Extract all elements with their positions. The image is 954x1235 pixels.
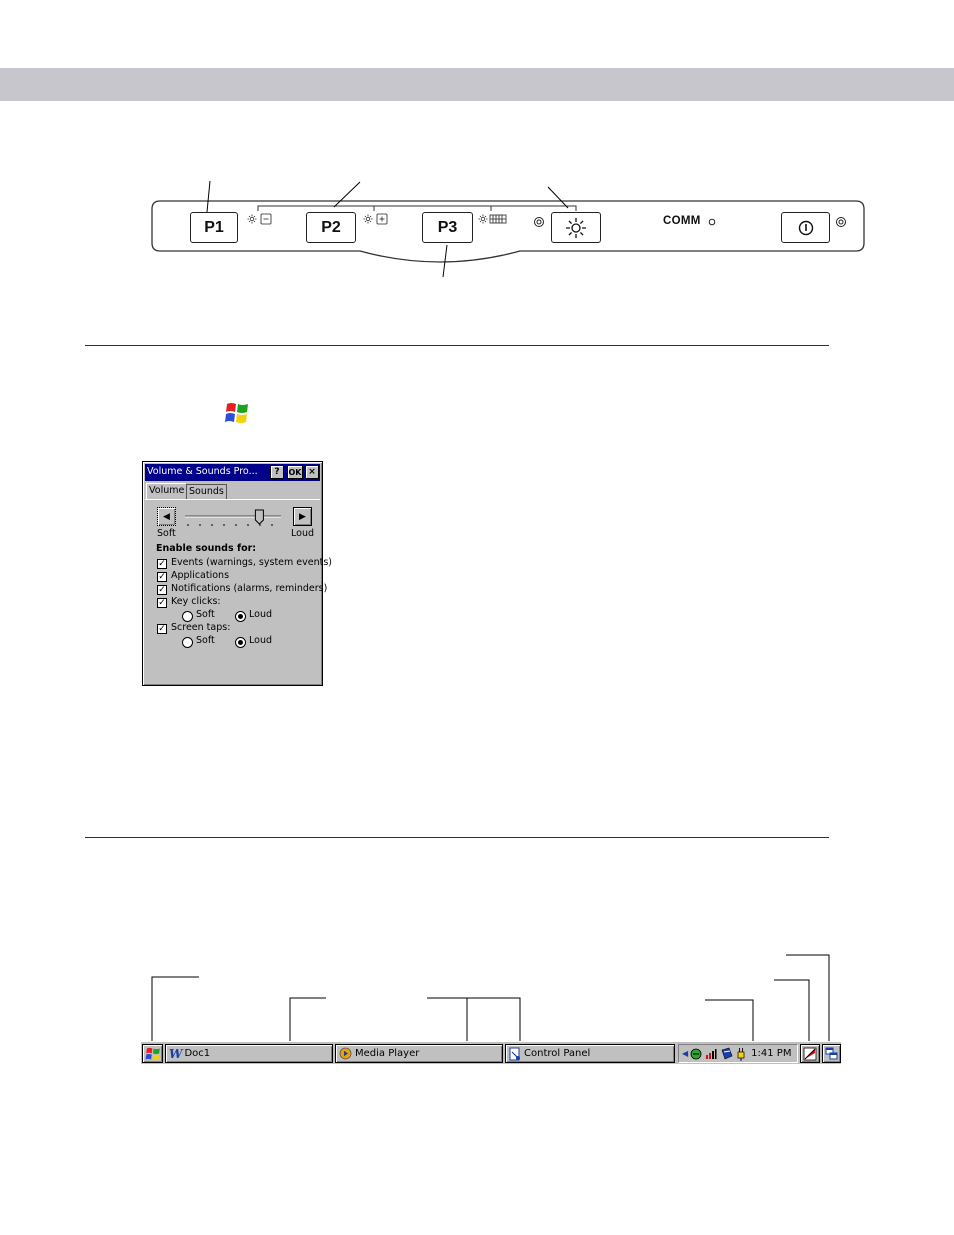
keypad-outline bbox=[0, 0, 954, 300]
arrow-left-icon: ◀ bbox=[163, 511, 170, 522]
show-desktop-button[interactable] bbox=[800, 1044, 820, 1063]
taskbar-button-label: Media Player bbox=[355, 1048, 420, 1059]
backlight-key[interactable] bbox=[551, 212, 601, 243]
loud-label: Loud bbox=[291, 528, 314, 539]
events-label: Events (warnings, system events) bbox=[171, 557, 332, 568]
dialog-title-bar bbox=[145, 464, 320, 481]
system-tray bbox=[678, 1044, 798, 1063]
tab-sounds[interactable]: Sounds bbox=[186, 484, 227, 499]
network-icon[interactable] bbox=[720, 1047, 734, 1060]
power-icon bbox=[797, 219, 815, 237]
section-divider-2 bbox=[85, 837, 829, 838]
volume-slider-thumb[interactable] bbox=[255, 510, 263, 524]
dialog-title: Volume & Sounds Pro... bbox=[147, 466, 258, 477]
start-button[interactable] bbox=[142, 1044, 163, 1063]
ok-button[interactable]: OK bbox=[287, 465, 303, 479]
p3-key-label: P3 bbox=[437, 218, 458, 236]
p3-key[interactable] bbox=[422, 212, 473, 243]
power-key[interactable] bbox=[781, 212, 830, 243]
key-clicks-loud-radio[interactable] bbox=[235, 611, 246, 622]
tab-volume[interactable]: Volume bbox=[146, 483, 187, 499]
notifications-label: Notifications (alarms, reminders) bbox=[171, 583, 328, 594]
cascade-windows-button[interactable] bbox=[822, 1044, 841, 1063]
events-checkbox[interactable]: ✓ bbox=[158, 559, 166, 569]
soft-label: Soft bbox=[157, 528, 176, 539]
signal-icon[interactable] bbox=[705, 1048, 717, 1060]
volume-slider[interactable] bbox=[183, 508, 283, 530]
comm-label: COMM bbox=[663, 215, 701, 227]
volume-up-button[interactable] bbox=[293, 507, 312, 526]
cascade-windows-icon bbox=[825, 1047, 838, 1060]
applications-checkbox[interactable]: ✓ bbox=[158, 572, 166, 582]
key-clicks-label: Key clicks: bbox=[171, 596, 221, 607]
arrow-right-icon: ▶ bbox=[299, 511, 306, 522]
p1-key[interactable] bbox=[190, 212, 238, 243]
speaker-icon[interactable]: ◀ bbox=[682, 1049, 689, 1058]
word-doc-icon: W bbox=[169, 1046, 183, 1061]
taskbar-button-label: Control Panel bbox=[524, 1048, 591, 1059]
taskbar-button-label: Doc1 bbox=[184, 1048, 211, 1059]
key-clicks-checkbox[interactable]: ✓ bbox=[158, 598, 166, 608]
screen-taps-soft-radio[interactable] bbox=[182, 637, 193, 648]
show-desktop-icon bbox=[803, 1047, 817, 1061]
taskbar-button-media-player[interactable] bbox=[335, 1044, 503, 1063]
p1-key-label: P1 bbox=[204, 218, 224, 236]
media-player-icon bbox=[339, 1047, 352, 1060]
sync-icon[interactable] bbox=[690, 1048, 702, 1060]
volume-down-button[interactable] bbox=[157, 507, 176, 526]
close-button[interactable]: × bbox=[305, 465, 319, 479]
help-button[interactable]: ? bbox=[270, 465, 284, 479]
screen-taps-soft-label: Soft bbox=[196, 635, 215, 646]
volume-sounds-dialog bbox=[142, 461, 332, 686]
control-panel-icon bbox=[509, 1047, 522, 1061]
power-plug-icon[interactable] bbox=[736, 1047, 746, 1061]
taskbar-button-doc1[interactable] bbox=[165, 1044, 333, 1063]
keypad-bezel bbox=[152, 201, 864, 262]
enable-sounds-heading: Enable sounds for: bbox=[156, 543, 257, 554]
clock[interactable]: 1:41 PM bbox=[751, 1048, 792, 1059]
screen-taps-loud-label: Loud bbox=[249, 635, 272, 646]
section-divider bbox=[85, 345, 829, 346]
screen-taps-checkbox[interactable]: ✓ bbox=[158, 624, 166, 634]
screen-taps-loud-radio[interactable] bbox=[235, 637, 246, 648]
p2-key-label: P2 bbox=[321, 218, 341, 236]
sun-icon bbox=[564, 216, 588, 240]
windows-flag-icon bbox=[224, 400, 250, 426]
taskbar-button-control-panel[interactable] bbox=[505, 1044, 675, 1063]
taskbar bbox=[141, 1041, 841, 1064]
key-clicks-soft-label: Soft bbox=[196, 609, 215, 620]
notifications-checkbox[interactable]: ✓ bbox=[158, 585, 166, 595]
windows-flag-icon bbox=[145, 1046, 161, 1062]
key-clicks-loud-label: Loud bbox=[249, 609, 272, 620]
taskbar-callout-lines bbox=[0, 940, 954, 1050]
screen-taps-label: Screen taps: bbox=[171, 622, 231, 633]
volume-tab-panel bbox=[145, 499, 332, 684]
applications-label: Applications bbox=[171, 570, 230, 581]
key-clicks-soft-radio[interactable] bbox=[182, 611, 193, 622]
p2-key[interactable] bbox=[306, 212, 356, 243]
